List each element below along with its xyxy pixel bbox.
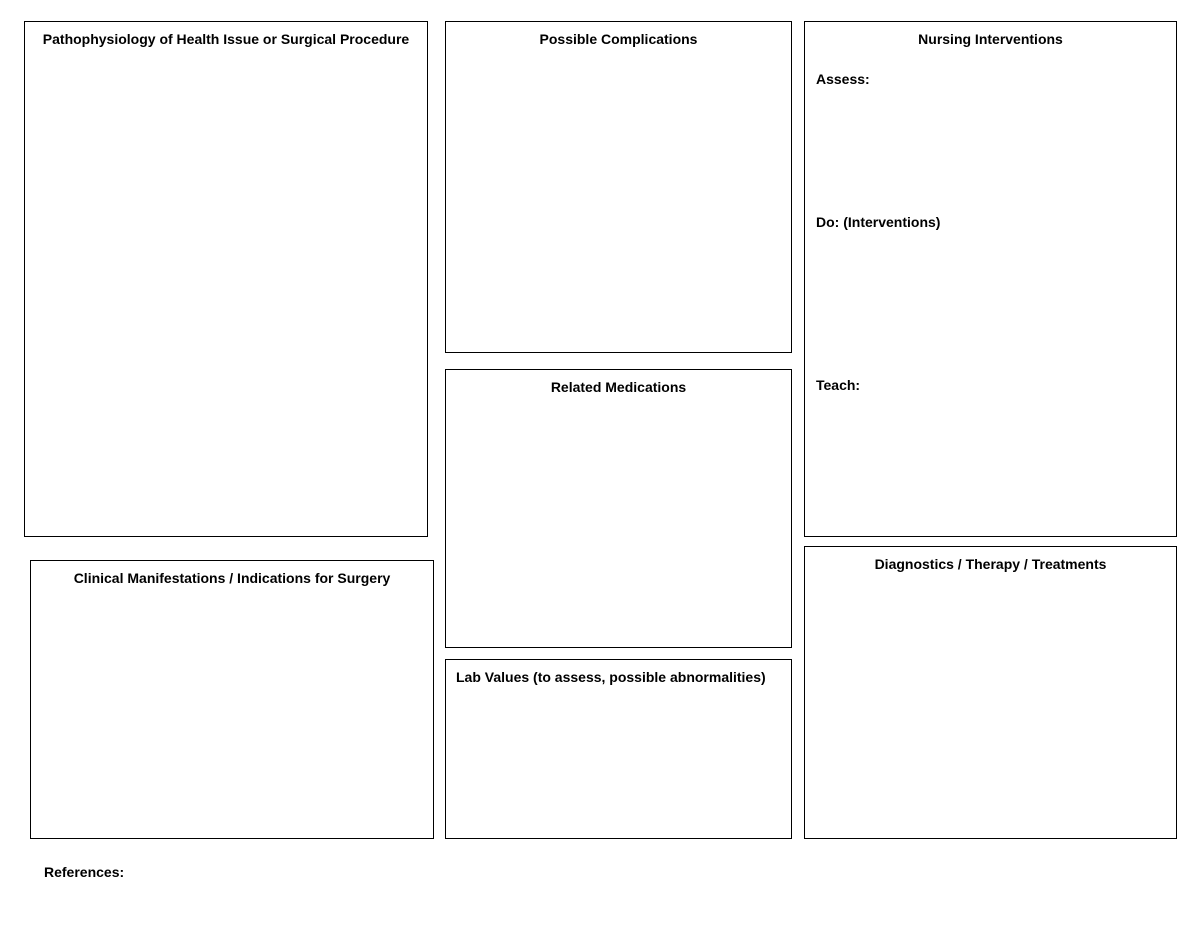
clinical-manifestations-box[interactable]	[30, 560, 434, 839]
nursing-interventions-box[interactable]	[804, 21, 1177, 537]
pathophysiology-box[interactable]	[24, 21, 428, 537]
teach-label: Teach:	[816, 377, 861, 393]
complications-title: Possible Complications	[539, 31, 698, 47]
related-medications-title: Related Medications	[550, 379, 687, 395]
lab-values-title: Lab Values (to assess, possible abnormalities)	[456, 669, 766, 685]
do-label: Do: (Interventions)	[816, 214, 941, 230]
complications-box[interactable]	[445, 21, 792, 353]
clinical-manifestations-title: Clinical Manifestations / Indications for Surgery	[73, 570, 391, 586]
lab-values-box[interactable]	[445, 659, 792, 839]
references-label: References:	[44, 864, 125, 880]
assess-label: Assess:	[816, 71, 870, 87]
pathophysiology-title: Pathophysiology of Health Issue or Surgical Procedure	[42, 31, 410, 47]
diagnostics-box[interactable]	[804, 546, 1177, 839]
nursing-interventions-title: Nursing Interventions	[918, 31, 1063, 47]
related-medications-box[interactable]	[445, 369, 792, 648]
diagnostics-title: Diagnostics / Therapy / Treatments	[874, 556, 1107, 572]
